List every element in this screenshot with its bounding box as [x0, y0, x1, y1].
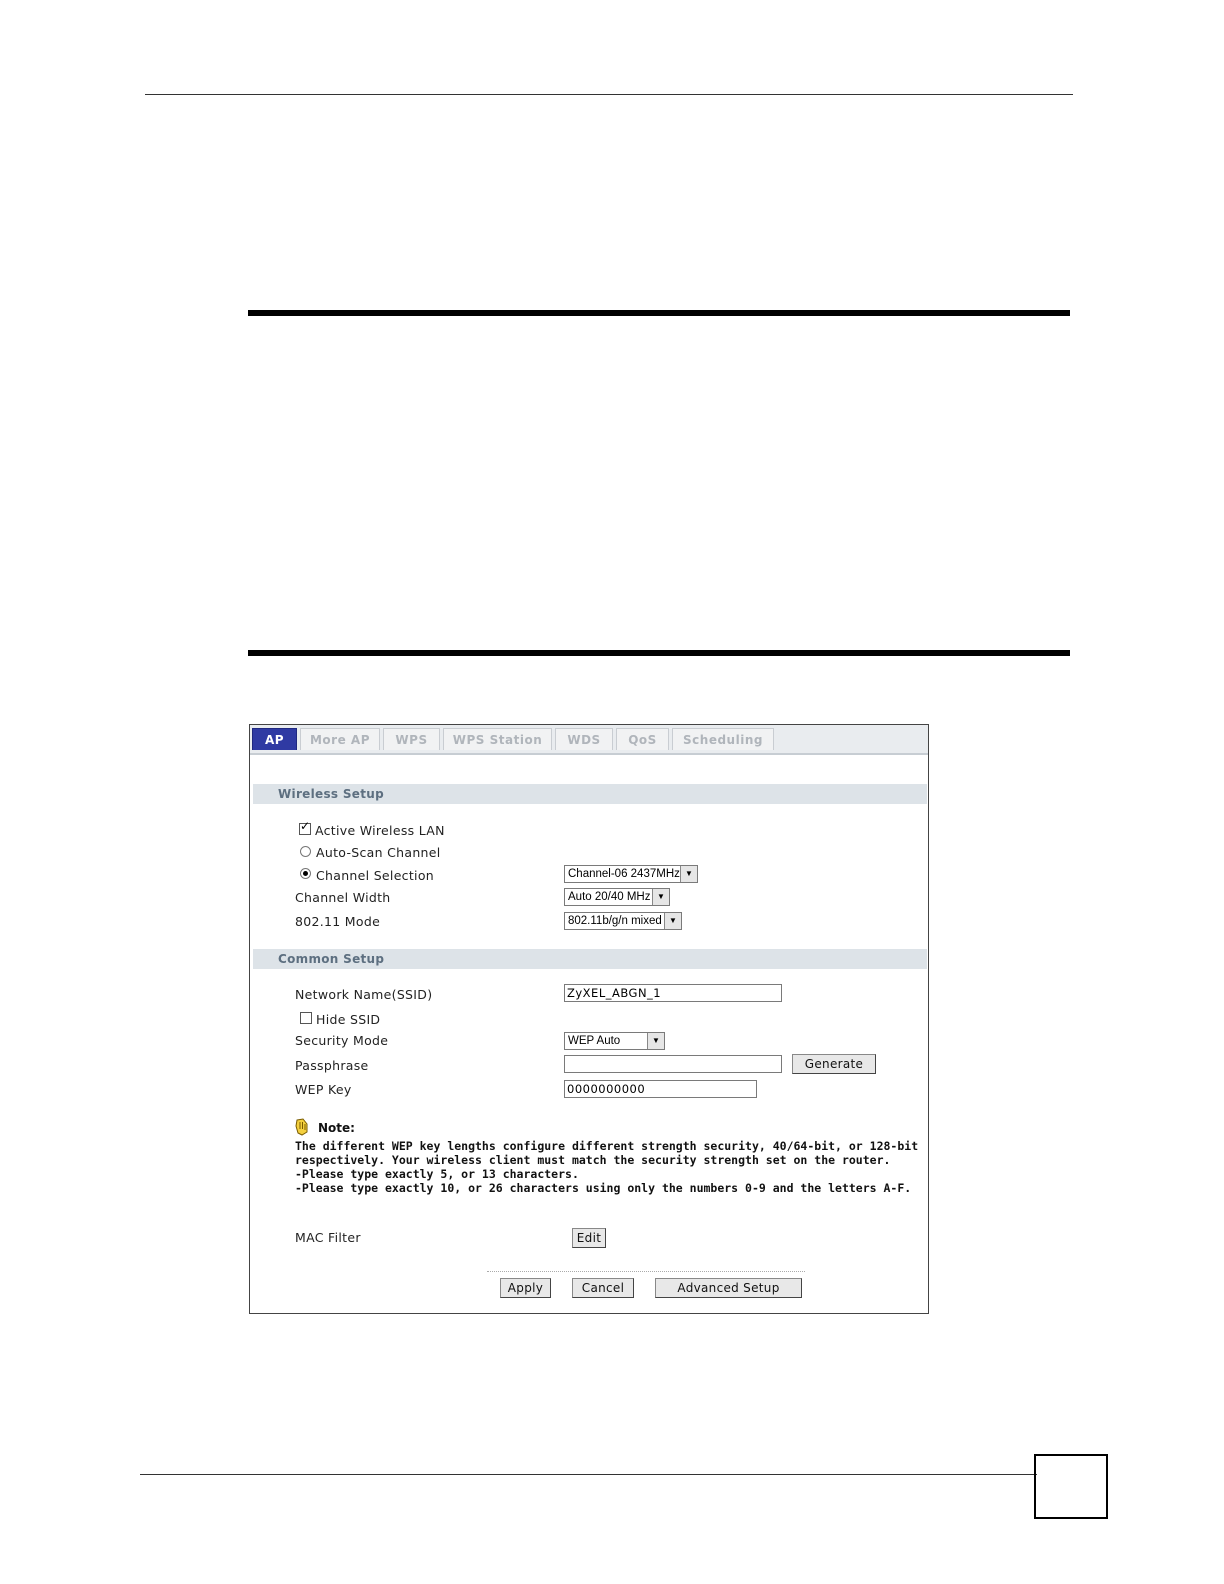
active-wireless-lan-label: Active Wireless LAN [315, 823, 445, 838]
chevron-down-icon: ▼ [647, 1033, 664, 1049]
channel-width-value: Auto 20/40 MHz [568, 891, 651, 903]
check-mark-icon: ✓ [300, 819, 311, 833]
tab-wps[interactable]: WPS [383, 728, 440, 750]
active-wireless-lan-checkbox[interactable] [299, 819, 311, 835]
tab-wds[interactable]: WDS [555, 728, 613, 750]
mac-filter-label: MAC Filter [295, 1230, 361, 1245]
generate-button[interactable]: Generate [792, 1054, 876, 1074]
advanced-setup-button[interactable]: Advanced Setup [655, 1278, 802, 1298]
mac-filter-edit-button[interactable]: Edit [572, 1228, 606, 1248]
ssid-input[interactable]: ZyXEL_ABGN_1 [564, 984, 782, 1002]
channel-selection-radio[interactable] [300, 868, 311, 879]
header-rule [145, 94, 1073, 95]
note-line-2: respectively. Your wireless client must match the security strength set on the router. [295, 1153, 891, 1167]
security-mode-select[interactable] [564, 1032, 665, 1050]
note-hand-icon [294, 1118, 310, 1136]
page-number-box [1034, 1454, 1108, 1519]
channel-select-value: Channel-06 2437MHz [568, 868, 680, 880]
mode-select[interactable] [564, 912, 682, 930]
auto-scan-channel-label: Auto-Scan Channel [316, 845, 441, 860]
passphrase-label: Passphrase [295, 1058, 369, 1073]
tab-bar [250, 725, 928, 755]
cancel-button[interactable]: Cancel [572, 1278, 634, 1298]
note-title: Note: [318, 1121, 355, 1135]
passphrase-input[interactable] [564, 1055, 782, 1073]
security-mode-label: Security Mode [295, 1033, 389, 1048]
tab-scheduling[interactable]: Scheduling [672, 728, 774, 750]
thick-divider-top [248, 310, 1070, 316]
mode-value: 802.11b/g/n mixed [568, 915, 662, 927]
thick-divider-bottom [248, 650, 1070, 656]
common-setup-heading: Common Setup [253, 949, 927, 969]
channel-width-label: Channel Width [295, 890, 391, 905]
wep-key-label: WEP Key [295, 1082, 352, 1097]
note-line-4: -Please type exactly 10, or 26 characters using only the numbers 0-9 and the letters A-F. [295, 1181, 912, 1195]
hide-ssid-checkbox[interactable] [300, 1012, 312, 1024]
router-config-screen [249, 724, 929, 1314]
note-line-1: The different WEP key lengths configure different strength security, 40/64-bit, or 128-bit [295, 1139, 919, 1153]
hide-ssid-label: Hide SSID [316, 1012, 381, 1027]
apply-button[interactable]: Apply [500, 1278, 551, 1298]
wireless-setup-heading: Wireless Setup [253, 784, 927, 804]
chevron-down-icon: ▼ [680, 866, 697, 882]
chevron-down-icon: ▼ [652, 889, 669, 905]
auto-scan-channel-radio[interactable] [300, 846, 311, 857]
radio-selected-dot [303, 871, 308, 876]
tab-more-ap[interactable]: More AP [300, 728, 380, 750]
security-mode-value: WEP Auto [568, 1035, 621, 1047]
chevron-down-icon: ▼ [664, 913, 681, 929]
channel-width-select[interactable] [564, 888, 670, 906]
tab-wps-station[interactable]: WPS Station [443, 728, 552, 750]
channel-select[interactable] [564, 865, 698, 883]
channel-selection-label: Channel Selection [316, 868, 434, 883]
ssid-label: Network Name(SSID) [295, 987, 433, 1002]
note-line-3: -Please type exactly 5, or 13 characters. [295, 1167, 579, 1181]
mode-label: 802.11 Mode [295, 914, 381, 929]
footer-rule [140, 1474, 1037, 1475]
tab-qos[interactable]: QoS [616, 728, 669, 750]
wep-key-input[interactable]: 0000000000 [564, 1080, 757, 1098]
footer-divider [487, 1271, 805, 1272]
tab-ap[interactable]: AP [252, 728, 297, 750]
